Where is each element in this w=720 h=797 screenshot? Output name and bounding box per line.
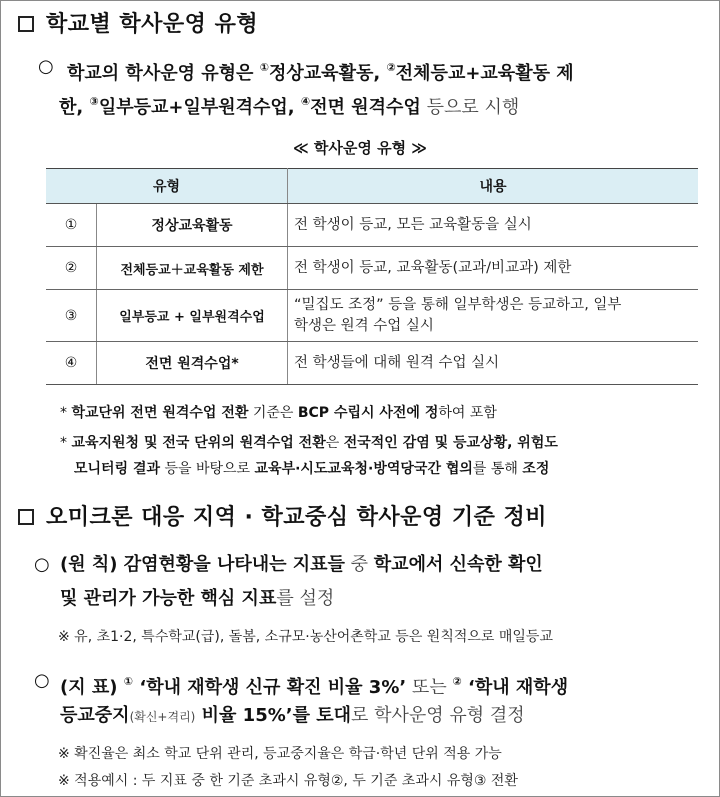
para-text: 등교중지 (60, 705, 130, 726)
note-2-line1 (60, 432, 558, 452)
header-type: 유형 (46, 169, 288, 204)
para-text: (확신+격리) (129, 710, 196, 724)
note-text: BCP 수립시 사전에 정 (297, 405, 439, 421)
row-number: ④ (46, 342, 97, 385)
para-text: 한, (59, 97, 90, 118)
table-header-row (46, 169, 698, 204)
table-row (46, 204, 698, 247)
para-text: 및 관리가 가능한 핵심 지표 (60, 588, 277, 609)
para-text: 중 (344, 554, 374, 575)
note-text: 하여 포함 (438, 405, 497, 421)
row-desc-line: 학생은 원격 수업 실시 (294, 317, 434, 334)
table-caption: ≪ 학사운영 유형 ≫ (292, 139, 427, 157)
square-bullet-icon (18, 509, 34, 525)
section2-bullet-1: ○ (34, 554, 50, 575)
note-star: * (60, 435, 67, 451)
operation-type-table (46, 168, 698, 385)
note-text: 를 통해 (472, 461, 523, 477)
para-text: 로 학사운영 유형 결정 (351, 705, 525, 726)
section2-title: 오미크론 대응 지역 · 학교중심 학사운영 기준 정비 (46, 505, 548, 530)
row-desc: 전 학생이 등교, 교육활동(교과/비교과) 제한 (288, 247, 699, 290)
row-number: ① (46, 204, 97, 247)
circled-number: ① (123, 675, 134, 688)
note-text: 모니터링 결과 (74, 461, 161, 477)
section2-b2-line2 (60, 700, 525, 733)
note-text: 등을 바탕으로 (160, 461, 255, 477)
section1-title: 학교별 학사운영 유형 (46, 12, 259, 37)
table-row (46, 247, 698, 290)
para-text: 전면 원격수업 (310, 97, 421, 118)
circled-number: ② (452, 675, 462, 688)
section1-para-line2 (59, 86, 519, 124)
para-text: 학교의 학사운영 유형은 (67, 63, 260, 84)
para-text: ‘학내 재학생 (461, 677, 569, 698)
square-bullet-icon (18, 16, 34, 32)
reference-note-3: ※ 적용예시 : 두 지표 중 한 기준 초과시 유형②, 두 기준 초과시 유형③ 전환 (58, 773, 518, 789)
section1-heading (18, 7, 258, 38)
note-text: 전국적인 감염 및 등교상황, 위험도 (343, 435, 558, 451)
para-text: (원 칙) 감염현황을 나타내는 지표들 (60, 554, 345, 575)
para-text: 전체등교+교육활동 제 (395, 63, 574, 84)
circled-number: ④ (300, 95, 311, 108)
row-desc: 전 학생이 등교, 모든 교육활동을 실시 (288, 204, 699, 247)
row-type: 일부등교 + 일부원격수업 (97, 290, 288, 342)
section1-para-line1 (67, 52, 574, 90)
table-row (46, 342, 698, 385)
row-number: ③ (46, 290, 97, 342)
para-text: 비율 15%’를 토대 (195, 705, 352, 726)
note-text: 기준은 (248, 405, 298, 421)
reference-note-1: ※ 유, 초1·2, 특수학교(급), 돌봄, 소규모·농산어촌학교 등은 원칙적으로 매일등교 (58, 629, 553, 645)
section2-b1-line1 (60, 549, 543, 581)
para-text: 를 설정 (276, 588, 335, 609)
circled-number: ③ (89, 95, 99, 108)
row-number: ② (46, 247, 97, 290)
circled-number: ① (259, 61, 270, 74)
table-row (46, 290, 698, 342)
note-text: 교육부·시도교육청·방역당국간 협의 (254, 461, 473, 477)
reference-note-2: ※ 확진율은 최소 학교 단위 관리, 등교중지율은 학급·학년 단위 적용 가능 (58, 746, 502, 762)
row-desc (288, 290, 699, 342)
section2-bullet-2: ○ (34, 670, 50, 691)
section1-bullet: ○ (38, 56, 54, 77)
para-text: 정상교육활동, (269, 63, 387, 84)
row-type: 전체등교＋교육활동 제한 (97, 247, 288, 290)
row-desc: 전 학생들에 대해 원격 수업 실시 (288, 342, 699, 385)
section2-b1-line2 (60, 583, 334, 615)
note-text: 학교단위 전면 원격수업 전환 (71, 405, 249, 421)
row-desc-line: “밀집도 조정” 등을 통해 일부학생은 등교하고, 일부 (294, 296, 622, 313)
row-type: 정상교육활동 (97, 204, 288, 247)
note-2-line2 (74, 458, 549, 478)
row-type: 전면 원격수업* (97, 342, 288, 385)
note-1 (60, 402, 497, 422)
para-text: 일부등교+일부원격수업, (98, 97, 301, 118)
para-text: 학교에서 신속한 확인 (373, 554, 543, 575)
para-text: 등으로 시행 (420, 97, 520, 118)
header-content: 내용 (288, 169, 699, 204)
circled-number: ② (386, 61, 396, 74)
note-text: 조정 (522, 461, 550, 477)
para-text: (지 표) (60, 677, 124, 698)
note-text: 은 (325, 435, 344, 451)
note-text: 교육지원청 및 전국 단위의 원격수업 전환 (71, 435, 326, 451)
note-star: * (60, 405, 67, 421)
para-text: ‘학내 재학생 신규 확진 비율 3%’ (133, 677, 407, 698)
section2-heading (18, 500, 547, 531)
para-text: 또는 (406, 677, 453, 698)
section2-b2-line1 (60, 666, 568, 704)
